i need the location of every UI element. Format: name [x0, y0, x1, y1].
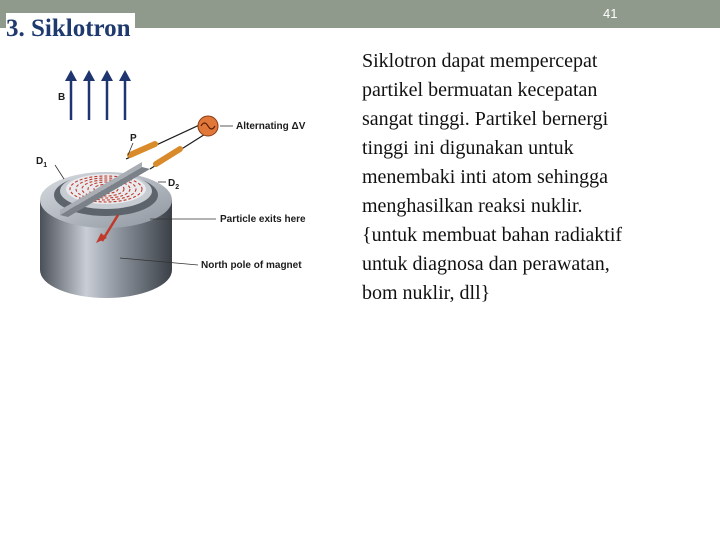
magnet-cylinder [40, 162, 172, 298]
label-b: B [58, 92, 66, 103]
ac-source-icon [198, 116, 218, 136]
label-particle-exits: Particle exits here [220, 214, 306, 225]
body-line: sangat tinggi. Partikel bernergi [362, 108, 609, 130]
label-d2: $D_2$ [168, 178, 180, 191]
label-north-pole: North pole of magnet [201, 260, 302, 271]
field-arrow [65, 70, 77, 120]
body-line: partikel bermuatan kecepatan [362, 79, 598, 101]
field-arrow [101, 70, 113, 120]
body-line: {untuk membuat bahan radiaktif [362, 224, 623, 246]
label-p: P [130, 133, 137, 144]
slide-title: 3. Siklotron [6, 13, 135, 45]
body-line: bom nuklir, dll} [362, 282, 491, 304]
body-line: tinggi ini digunakan untuk [362, 137, 574, 159]
body-line: untuk diagnosa dan perawatan, [362, 253, 610, 275]
body-paragraph [362, 47, 702, 308]
slide-number: 41 [603, 6, 618, 21]
body-line: Siklotron dapat mempercepat [362, 50, 598, 72]
body-line: menembaki inti atom sehingga [362, 166, 609, 188]
electrodes [126, 121, 210, 169]
body-line: menghasilkan reaksi nuklir. [362, 195, 583, 217]
label-d1: $D_1$ [36, 156, 48, 169]
field-arrow [83, 70, 95, 120]
cyclotron-figure [30, 65, 330, 305]
label-alternating: Alternating ΔV [236, 121, 306, 132]
field-arrow [119, 70, 131, 120]
field-arrows [65, 70, 131, 120]
